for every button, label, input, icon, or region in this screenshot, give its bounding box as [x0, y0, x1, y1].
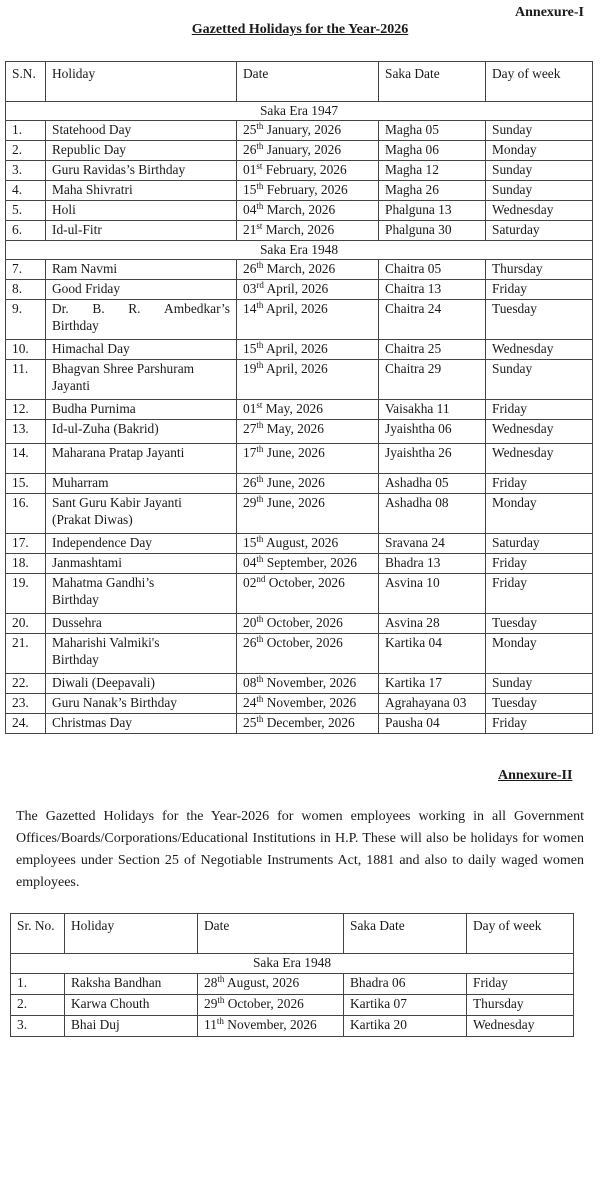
date-day: 04 [243, 202, 257, 217]
date-day: 15 [243, 182, 257, 197]
row-holiday: Bhai Duj [65, 1016, 198, 1037]
date-month-year: February, 2026 [265, 162, 347, 177]
row-holiday: Raksha Bandhan [65, 974, 198, 995]
row-sn: 22. [6, 674, 46, 694]
holiday-line-1: Mahatma Gandhi’s [52, 575, 155, 590]
row-saka-date: Pausha 04 [379, 714, 486, 734]
holiday-table-1 [5, 61, 593, 734]
holiday-word: B. [92, 301, 105, 316]
row-saka-date: Phalguna 30 [379, 221, 486, 241]
date-suffix: th [256, 360, 264, 370]
date-suffix: th [256, 554, 264, 564]
row-date [237, 161, 379, 181]
date-suffix: st [256, 400, 263, 410]
row-saka-date: Chaitra 05 [379, 260, 486, 280]
date-suffix: th [256, 340, 264, 350]
date-suffix: st [256, 161, 263, 171]
row-sn: 10. [6, 340, 46, 360]
era-row [11, 954, 574, 974]
holiday-word: R. [128, 301, 141, 316]
row-sn: 17. [6, 534, 46, 554]
date-day: 15 [243, 341, 257, 356]
table-row [6, 260, 593, 280]
row-sn: 1. [11, 974, 65, 995]
table-row [6, 121, 593, 141]
row-holiday [46, 300, 237, 340]
row-sn: 23. [6, 694, 46, 714]
row-sn: 14. [6, 444, 46, 474]
date-month-year: May, 2026 [265, 401, 323, 416]
row-sn: 1. [6, 121, 46, 141]
row-day-of-week: Monday [486, 634, 593, 674]
date-suffix: th [256, 121, 264, 131]
date-month-year: October, 2026 [268, 575, 345, 590]
row-sn: 2. [11, 995, 65, 1016]
date-day: 20 [243, 615, 257, 630]
row-saka-date: Jyaishtha 06 [379, 420, 486, 444]
table-row [6, 201, 593, 221]
date-day: 14 [243, 301, 257, 316]
row-holiday: Karwa Chouth [65, 995, 198, 1016]
row-sn: 13. [6, 420, 46, 444]
date-month-year: February, 2026 [266, 182, 348, 197]
header-sr-no: Sr. No. [11, 914, 65, 954]
row-day-of-week: Saturday [486, 221, 593, 241]
row-holiday [46, 574, 237, 614]
row-saka-date: Ashadha 05 [379, 474, 486, 494]
table-row [6, 181, 593, 201]
date-month-year: October, 2026 [266, 615, 343, 630]
date-month-year: April, 2026 [266, 281, 329, 296]
table-row [6, 444, 593, 474]
row-date [237, 444, 379, 474]
date-day: 24 [243, 695, 257, 710]
holiday-line-2: Birthday [52, 318, 99, 333]
date-month-year: September, 2026 [266, 555, 357, 570]
date-month-year: April, 2026 [266, 341, 328, 356]
date-suffix: th [256, 420, 264, 430]
date-month-year: November, 2026 [266, 675, 357, 690]
table-row [6, 474, 593, 494]
header-holiday: Holiday [46, 62, 237, 102]
row-holiday: Budha Purnima [46, 400, 237, 420]
row-holiday: Dussehra [46, 614, 237, 634]
holiday-line-1 [52, 300, 230, 317]
row-saka-date: Kartika 07 [344, 995, 467, 1016]
date-day: 03 [243, 281, 257, 296]
row-sn: 11. [6, 360, 46, 400]
date-day: 25 [243, 122, 257, 137]
row-saka-date: Chaitra 13 [379, 280, 486, 300]
date-month-year: April, 2026 [266, 301, 328, 316]
holiday-line-1: Bhagvan Shree Parshuram [52, 361, 195, 376]
date-suffix: th [256, 181, 264, 191]
date-day: 08 [243, 675, 257, 690]
date-month-year: August, 2026 [266, 535, 339, 550]
date-suffix: th [256, 694, 264, 704]
date-day: 04 [243, 555, 257, 570]
holiday-table-2 [10, 913, 574, 1037]
row-holiday [46, 360, 237, 400]
row-day-of-week: Monday [486, 141, 593, 161]
row-date [237, 181, 379, 201]
date-month-year: November, 2026 [266, 695, 357, 710]
date-day: 17 [243, 445, 257, 460]
row-day-of-week: Tuesday [486, 300, 593, 340]
row-day-of-week: Thursday [467, 995, 574, 1016]
row-date [237, 474, 379, 494]
row-sn: 4. [6, 181, 46, 201]
row-saka-date: Phalguna 13 [379, 201, 486, 221]
row-date [237, 494, 379, 534]
table-row [6, 400, 593, 420]
date-month-year: January, 2026 [266, 142, 342, 157]
table-2-header-row [11, 914, 574, 954]
holiday-table-2-body [11, 954, 574, 1037]
holiday-word: Dr. [52, 301, 69, 316]
annexure-2-paragraph: The Gazetted Holidays for the Year-2026 for women employees working in all Government Offices/Boards/Corporations/Educational Institutions in H.P. These will also be holidays for women employees under Section 25 of Negotiable Instruments Act, 1881 and also to daily waged women employees. [16, 809, 584, 890]
row-sn: 8. [6, 280, 46, 300]
row-sn: 3. [11, 1016, 65, 1037]
row-sn: 5. [6, 201, 46, 221]
holiday-line-2: (Prakat Diwas) [52, 512, 133, 527]
row-saka-date: Kartika 20 [344, 1016, 467, 1037]
row-day-of-week: Friday [486, 714, 593, 734]
row-holiday: Id-ul-Fitr [46, 221, 237, 241]
row-holiday: Maha Shivratri [46, 181, 237, 201]
date-suffix: th [256, 300, 264, 310]
row-saka-date: Kartika 17 [379, 674, 486, 694]
date-day: 01 [243, 162, 257, 177]
row-date [237, 141, 379, 161]
header-saka-date: Saka Date [344, 914, 467, 954]
era-label: Saka Era 1948 [11, 954, 574, 974]
annexure-1-label: Annexure-I [515, 5, 584, 20]
date-month-year: January, 2026 [266, 122, 342, 137]
date-day: 11 [204, 1017, 217, 1032]
row-saka-date: Jyaishtha 26 [379, 444, 486, 474]
table-row [6, 634, 593, 674]
table-row [6, 280, 593, 300]
row-date [237, 420, 379, 444]
row-holiday: Janmashtami [46, 554, 237, 574]
row-date [237, 360, 379, 400]
date-day: 26 [243, 261, 257, 276]
row-sn: 7. [6, 260, 46, 280]
row-day-of-week: Sunday [486, 181, 593, 201]
row-day-of-week: Sunday [486, 674, 593, 694]
table-row [6, 340, 593, 360]
row-sn: 6. [6, 221, 46, 241]
table-row [6, 141, 593, 161]
date-suffix: th [217, 974, 225, 984]
era-label: Saka Era 1948 [6, 241, 593, 260]
date-suffix: st [256, 221, 263, 231]
table-row [6, 694, 593, 714]
holiday-line-2: Birthday [52, 652, 99, 667]
row-day-of-week: Friday [486, 554, 593, 574]
date-suffix: th [256, 614, 264, 624]
row-date [237, 634, 379, 674]
row-holiday: Good Friday [46, 280, 237, 300]
table-row [6, 554, 593, 574]
date-day: 29 [243, 495, 257, 510]
row-day-of-week: Wednesday [467, 1016, 574, 1037]
row-day-of-week: Wednesday [486, 420, 593, 444]
header-date: Date [198, 914, 344, 954]
date-month-year: March, 2026 [266, 261, 336, 276]
table-row [6, 534, 593, 554]
row-saka-date: Chaitra 25 [379, 340, 486, 360]
date-month-year: March, 2026 [266, 202, 336, 217]
row-date [237, 300, 379, 340]
row-sn: 2. [6, 141, 46, 161]
row-date [237, 260, 379, 280]
row-day-of-week: Tuesday [486, 614, 593, 634]
row-holiday: Guru Nanak’s Birthday [46, 694, 237, 714]
table-row [6, 614, 593, 634]
date-day: 25 [243, 715, 257, 730]
date-day: 29 [204, 996, 218, 1011]
date-day: 15 [243, 535, 257, 550]
row-saka-date: Chaitra 24 [379, 300, 486, 340]
row-holiday: Christmas Day [46, 714, 237, 734]
row-holiday: Maharana Pratap Jayanti [46, 444, 237, 474]
holiday-line-1: Maharishi Valmiki's [52, 635, 160, 650]
row-date [237, 554, 379, 574]
row-holiday: Muharram [46, 474, 237, 494]
date-month-year: December, 2026 [266, 715, 355, 730]
row-sn: 18. [6, 554, 46, 574]
date-month-year: August, 2026 [227, 975, 300, 990]
era-label: Saka Era 1947 [6, 102, 593, 121]
date-month-year: October, 2026 [266, 635, 343, 650]
row-date [237, 534, 379, 554]
date-day: 26 [243, 635, 257, 650]
row-sn: 3. [6, 161, 46, 181]
row-date [237, 714, 379, 734]
date-month-year: October, 2026 [227, 996, 304, 1011]
date-month-year: June, 2026 [266, 445, 325, 460]
table-row [11, 1016, 574, 1037]
date-suffix: th [256, 201, 264, 211]
table-row [6, 494, 593, 534]
date-day: 02 [243, 575, 257, 590]
row-holiday: Republic Day [46, 141, 237, 161]
row-saka-date: Bhadra 06 [344, 974, 467, 995]
row-day-of-week: Friday [486, 574, 593, 614]
date-month-year: June, 2026 [266, 495, 325, 510]
row-day-of-week: Thursday [486, 260, 593, 280]
row-day-of-week: Friday [486, 280, 593, 300]
row-holiday: Id-ul-Zuha (Bakrid) [46, 420, 237, 444]
row-saka-date: Magha 12 [379, 161, 486, 181]
date-month-year: June, 2026 [266, 475, 325, 490]
table-row [6, 360, 593, 400]
row-holiday: Diwali (Deepavali) [46, 674, 237, 694]
date-suffix: th [256, 494, 264, 504]
row-holiday: Himachal Day [46, 340, 237, 360]
row-day-of-week: Sunday [486, 121, 593, 141]
date-suffix: th [256, 534, 264, 544]
row-day-of-week: Saturday [486, 534, 593, 554]
row-date [237, 280, 379, 300]
date-month-year: April, 2026 [266, 361, 328, 376]
date-day: 28 [204, 975, 218, 990]
table-row [11, 974, 574, 995]
row-saka-date: Agrahayana 03 [379, 694, 486, 714]
row-sn: 24. [6, 714, 46, 734]
date-month-year: November, 2026 [227, 1017, 317, 1032]
row-date [237, 340, 379, 360]
date-day: 27 [243, 421, 257, 436]
header-holiday: Holiday [65, 914, 198, 954]
holiday-table-1-body [6, 102, 593, 734]
row-day-of-week: Sunday [486, 161, 593, 181]
row-saka-date: Magha 06 [379, 141, 486, 161]
row-saka-date: Kartika 04 [379, 634, 486, 674]
date-suffix: nd [256, 574, 266, 584]
date-suffix: th [256, 674, 264, 684]
row-sn: 15. [6, 474, 46, 494]
table-row [11, 995, 574, 1016]
row-sn: 21. [6, 634, 46, 674]
date-suffix: rd [256, 280, 264, 290]
row-holiday: Statehood Day [46, 121, 237, 141]
table-row [6, 574, 593, 614]
row-saka-date: Asvina 28 [379, 614, 486, 634]
row-day-of-week: Tuesday [486, 694, 593, 714]
row-date [198, 974, 344, 995]
row-day-of-week: Sunday [486, 360, 593, 400]
row-date [237, 221, 379, 241]
header-sn: S.N. [6, 62, 46, 102]
row-holiday [46, 494, 237, 534]
row-date [198, 995, 344, 1016]
era-row [6, 241, 593, 260]
row-day-of-week: Monday [486, 494, 593, 534]
date-suffix: th [217, 995, 225, 1005]
row-holiday: Guru Ravidas’s Birthday [46, 161, 237, 181]
table-row [6, 161, 593, 181]
row-saka-date: Ashadha 08 [379, 494, 486, 534]
header-day-of-week: Day of week [486, 62, 593, 102]
table-row [6, 420, 593, 444]
header-saka-date: Saka Date [379, 62, 486, 102]
row-sn: 9. [6, 300, 46, 340]
row-date [237, 694, 379, 714]
holiday-line-2: Birthday [52, 592, 99, 607]
holiday-line-1: Sant Guru Kabir Jayanti [52, 495, 182, 510]
table-header-row [6, 62, 593, 102]
date-suffix: th [256, 444, 264, 454]
page-title: Gazetted Holidays for the Year-2026 [191, 22, 409, 37]
row-sn: 16. [6, 494, 46, 534]
row-day-of-week: Friday [467, 974, 574, 995]
era-row [6, 102, 593, 121]
row-day-of-week: Friday [486, 474, 593, 494]
table-row [6, 221, 593, 241]
row-day-of-week: Wednesday [486, 201, 593, 221]
date-month-year: March, 2026 [265, 222, 335, 237]
row-sn: 19. [6, 574, 46, 614]
row-holiday: Ram Navmi [46, 260, 237, 280]
date-suffix: th [256, 474, 264, 484]
row-saka-date: Magha 05 [379, 121, 486, 141]
row-day-of-week: Wednesday [486, 444, 593, 474]
row-date [237, 614, 379, 634]
row-date [237, 674, 379, 694]
row-holiday: Independence Day [46, 534, 237, 554]
row-sn: 12. [6, 400, 46, 420]
header-day-of-week: Day of week [467, 914, 574, 954]
row-saka-date: Asvina 10 [379, 574, 486, 614]
holiday-word: Ambedkar’s [164, 301, 230, 316]
row-saka-date: Magha 26 [379, 181, 486, 201]
row-date [237, 121, 379, 141]
date-suffix: th [256, 714, 264, 724]
date-suffix: th [256, 634, 264, 644]
date-day: 19 [243, 361, 257, 376]
date-day: 26 [243, 142, 257, 157]
row-holiday [46, 634, 237, 674]
row-day-of-week: Friday [486, 400, 593, 420]
row-day-of-week: Wednesday [486, 340, 593, 360]
row-date [237, 574, 379, 614]
table-row [6, 300, 593, 340]
table-row [6, 714, 593, 734]
date-suffix: th [256, 260, 264, 270]
date-day: 01 [243, 401, 257, 416]
row-saka-date: Sravana 24 [379, 534, 486, 554]
row-saka-date: Vaisakha 11 [379, 400, 486, 420]
header-date: Date [237, 62, 379, 102]
date-month-year: May, 2026 [266, 421, 324, 436]
table-row [6, 674, 593, 694]
row-holiday: Holi [46, 201, 237, 221]
row-saka-date: Bhadra 13 [379, 554, 486, 574]
row-date [198, 1016, 344, 1037]
date-suffix: th [216, 1016, 224, 1026]
annexure-2-label: Annexure-II [498, 768, 573, 783]
row-saka-date: Chaitra 29 [379, 360, 486, 400]
date-day: 26 [243, 475, 257, 490]
row-sn: 20. [6, 614, 46, 634]
date-day: 21 [243, 222, 257, 237]
date-suffix: th [256, 141, 264, 151]
holiday-line-2: Jayanti [52, 378, 90, 393]
row-date [237, 201, 379, 221]
row-date [237, 400, 379, 420]
